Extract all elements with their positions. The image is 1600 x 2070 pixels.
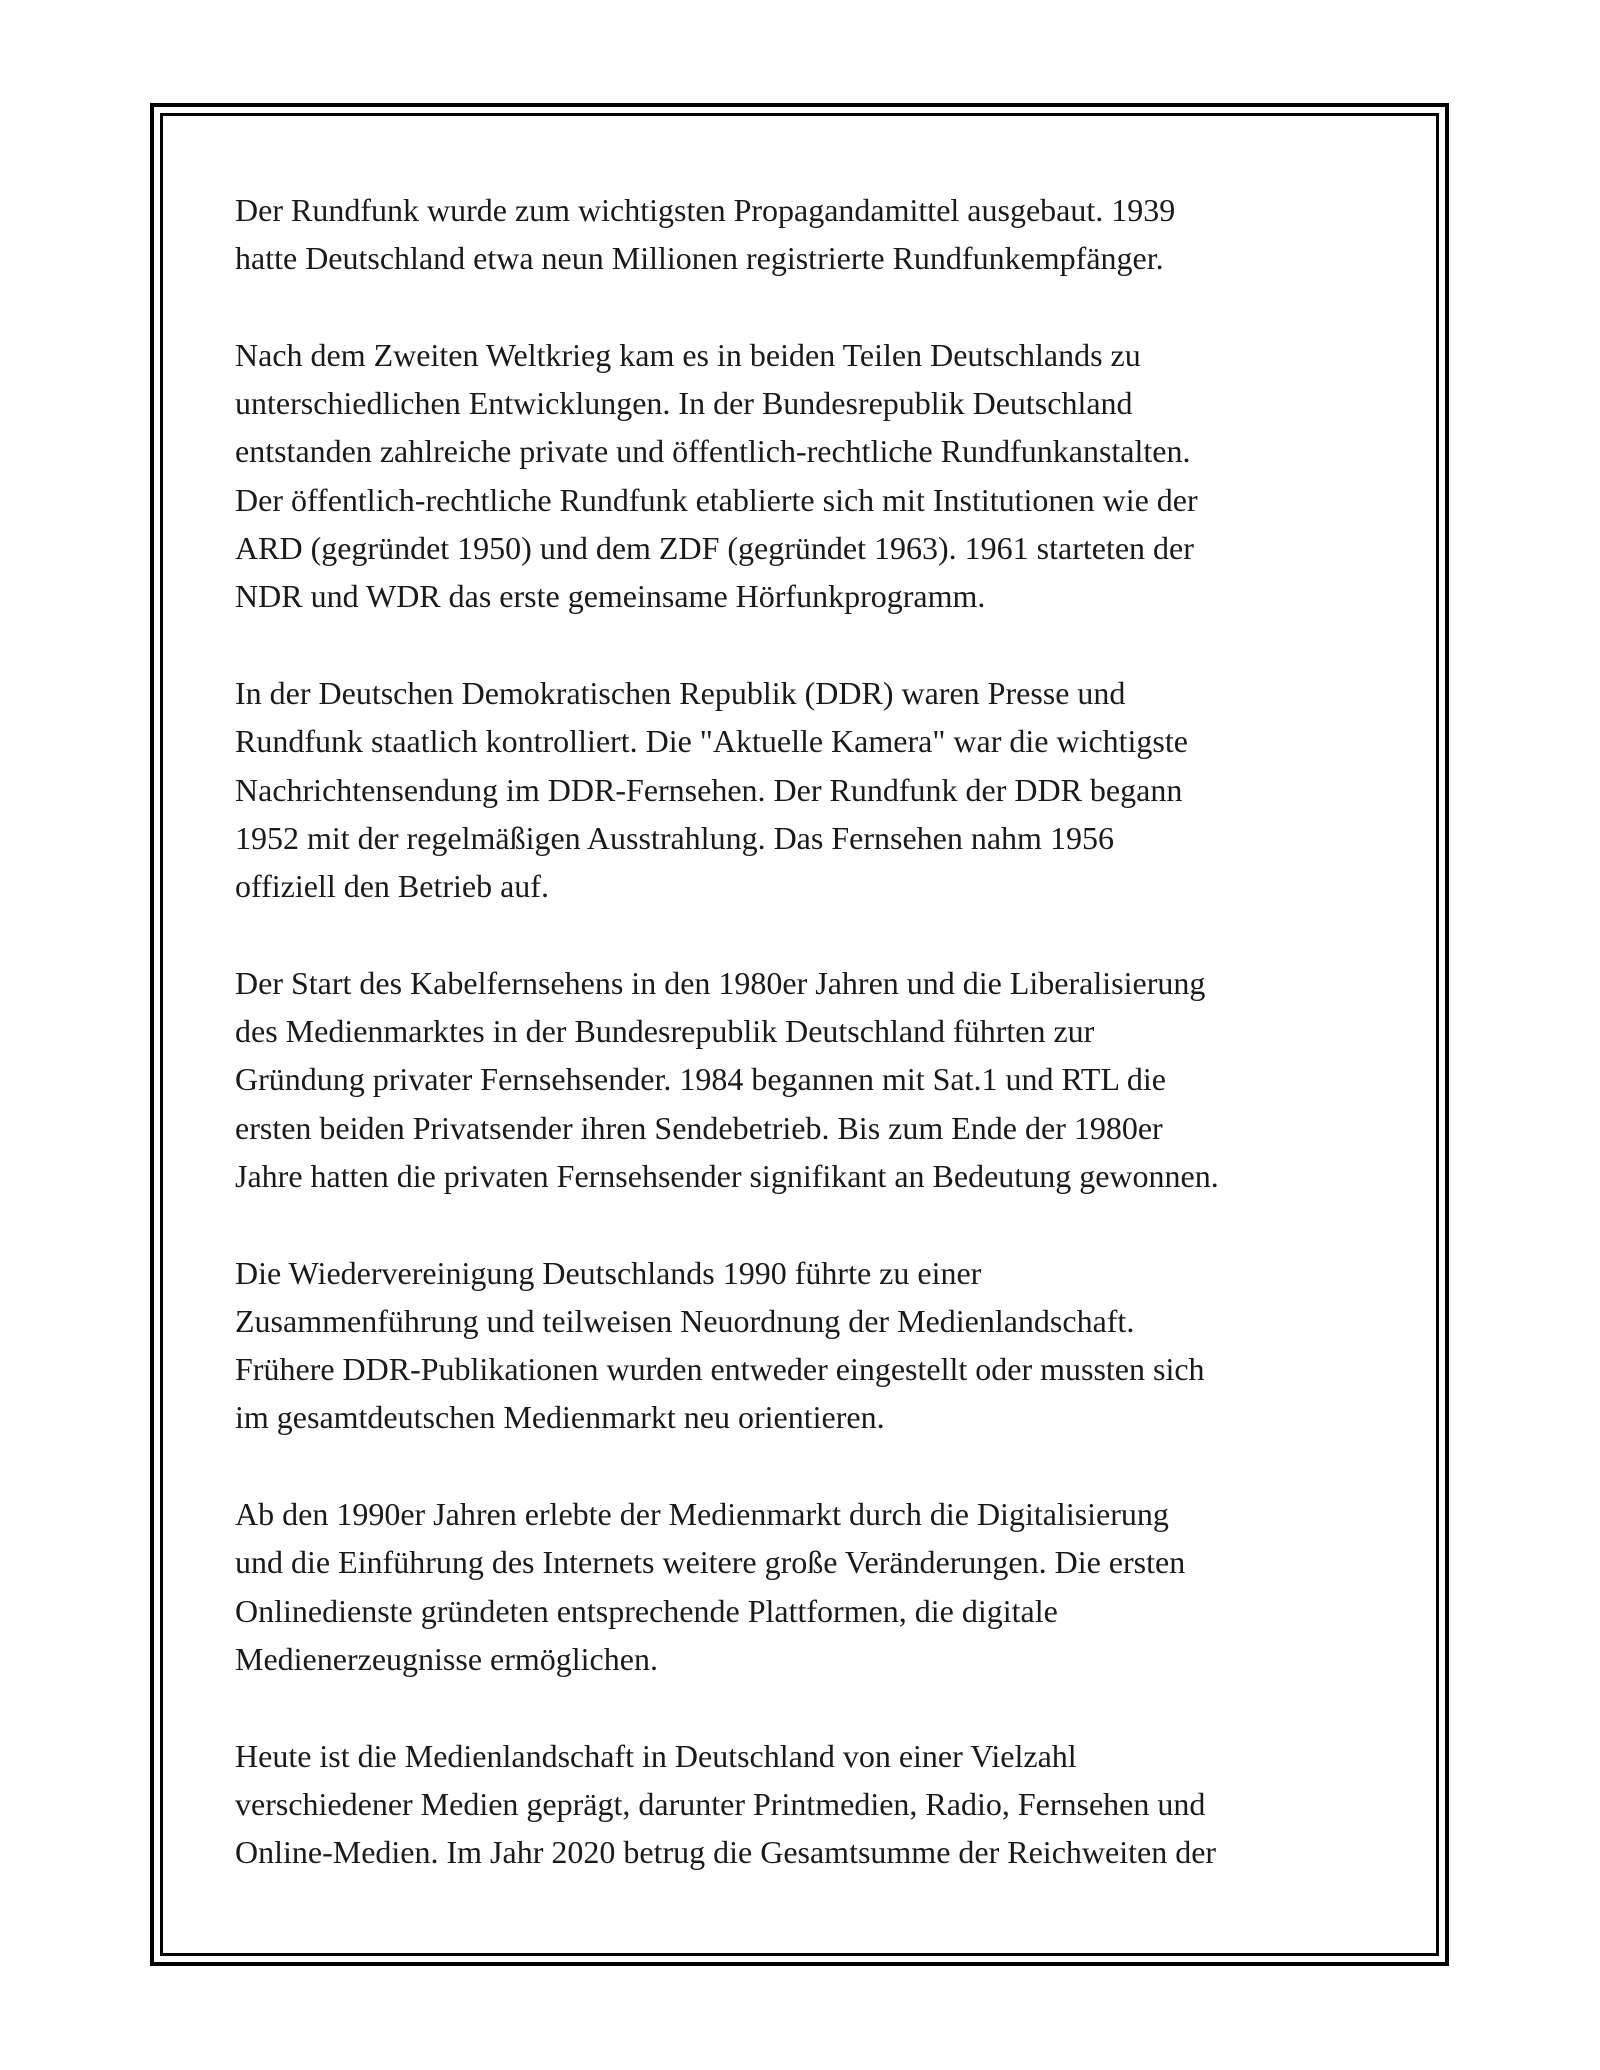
paragraph-digitalization: Ab den 1990er Jahren erlebte der Medienmarkt durch die Digitalisierung und die Einführung des Internets weitere große Veränderungen. Die ersten Onlinedienste gründeten entsprechende Plattformen, die digitale Medienerzeugnisse ermöglichen. bbox=[235, 1496, 1186, 1677]
paragraph-reunification: Die Wiedervereinigung Deutschlands 1990 führte zu einer Zusammenführung und teilweisen Neuordnung der Medienlandschaft. Frühere DDR-Publikationen wurden entweder eingestellt oder mussten sich im gesamtdeutschen Medienmarkt neu orientieren. bbox=[235, 1254, 1205, 1436]
paragraph-post-war: Nach dem Zweiten Weltkrieg kam es in beiden Teilen Deutschlands zu unterschiedlichen Entwicklungen. In der Bundesrepublik Deutschland entstanden zahlreiche private und öffentlich-rechtliche Rundfunkanstalten. Der öffentlich-rechtliche Rundfunk etablierte sich mit Institutionen wie der ARD (gegründet 1950) und dem ZDF (gegründet 1963). 1961 starteten der NDR und WDR das erste gemeinsame Hörfunkprogramm. bbox=[235, 336, 1198, 615]
paragraph-today: Heute ist die Medienlandschaft in Deutschland von einer Vielzahl verschiedener Medien geprägt, darunter Printmedien, Radio, Fernsehen und Online-Medien. Im Jahr 2020 betrug die Gesamtsumme der Reichweiten der bbox=[235, 1737, 1217, 1871]
paragraph-radio-propaganda: Der Rundfunk wurde zum wichtigsten Propagandamittel ausgebaut. 1939 hatte Deutschland etwa neun Millionen registrierte Rundfunkempfänger. bbox=[235, 192, 1176, 277]
document-body bbox=[235, 186, 1365, 1925]
paragraph-ddr: In der Deutschen Demokratischen Republik (DDR) waren Presse und Rundfunk staatlich kontrolliert. Die "Aktuelle Kamera" war die wichtigste Nachrichtensendung im DDR-Fernsehen. Der Rundfunk der DDR begann 1952 mit der regelmäßigen Ausstrahlung. Das Fernsehen nahm 1956 offiziell den Betrieb auf. bbox=[235, 674, 1188, 905]
paragraph-cable-tv: Der Start des Kabelfernsehens in den 1980er Jahren und die Liberalisierung des Medienmarktes in der Bundesrepublik Deutschland führten zur Gründung privater Fernsehsender. 1984 begannen mit Sat.1 und RTL die ersten beiden Privatsender ihren Sendebetrieb. Bis zum Ende der 1980er Jahre hatten die privaten Fernsehsender signifikant an Bedeutung gewonnen. bbox=[235, 964, 1219, 1194]
